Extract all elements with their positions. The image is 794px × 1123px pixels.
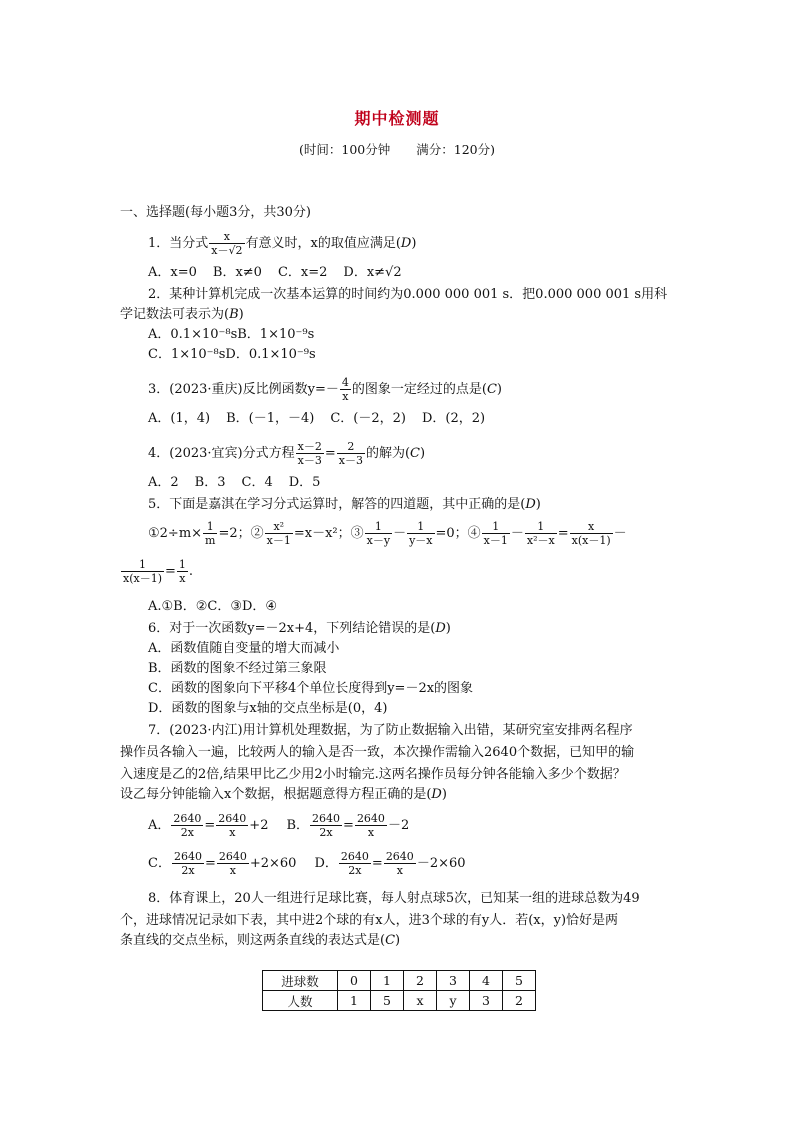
question-5-stem: 5．下面是嘉淇在学习分式运算时，解答的四道题，其中正确的是(D) [148, 497, 541, 512]
option-b: B．函数的图象不经过第三象限 [148, 661, 327, 676]
question-4: 4．(2023·宜宾)分式方程 $\frac{x-2}{x-3}$ = $\frac{2}{x-3}$ 的解为(C) [148, 440, 426, 467]
table-row [263, 971, 536, 991]
table-cell: 1 [338, 991, 371, 1011]
fraction: $\frac{1}{x(x-1)}$ [123, 558, 162, 585]
question-7-line-4: 设乙每分钟能输入x个数据，根据题意得方程正确的是(D) [120, 787, 447, 802]
table-cell: 4 [470, 971, 503, 991]
option-d: D．函数的图象与x轴的交点坐标是(0，4) [148, 701, 388, 716]
answer: D [400, 236, 412, 251]
fraction: $\frac{1}{m}$ [205, 520, 216, 547]
fraction: $\frac{4}{x}$ [341, 376, 349, 403]
fraction: $\frac{1}{x}$ [178, 558, 186, 585]
page-title: 期中检测题 [354, 109, 440, 128]
table-cell: y [437, 991, 470, 1011]
question-8-line-2: 个，进球情况记录如下表，其中进2个球的有x人，进3个球的有y人．若(x，y)恰好是两 [120, 913, 619, 928]
question-7-line-1: 7．(2023·内江)用计算机处理数据，为了防止数据输入出错，某研究室安排两名程序 [148, 723, 633, 738]
table-cell: 0 [338, 971, 371, 991]
fraction: $\frac{1}{y-x}$ [409, 520, 433, 547]
table-cell: 5 [371, 991, 404, 1011]
question-2-line-1: 2．某种计算机完成一次基本运算的时间约为0.000 000 001 s．把0.000 000 001 s用科 [148, 287, 668, 302]
question-8-line-1: 8．体育课上，20人一组进行足球比赛，每人射点球5次，已知某一组的进球总数为49 [148, 891, 640, 906]
option-a: A．2 [148, 475, 179, 490]
question-2-options-ab: A．0.1×10⁻⁸sB．1×10⁻⁹s [148, 327, 315, 342]
goals-table [262, 970, 536, 1011]
question-1-options [148, 264, 418, 282]
question-3: 3．(2023·重庆)反比例函数y=－ $\frac{4}{x}$ 的图象一定经过的点是(C) [148, 376, 502, 403]
table-cell: 2 [404, 971, 437, 991]
table-cell: 3 [470, 991, 503, 1011]
option-d: D．x≠√2 [343, 265, 402, 280]
table-row [263, 991, 536, 1011]
option-c: C．4 [241, 475, 273, 490]
question-2-line-2: 学记数法可表示为(B) [120, 307, 244, 322]
option-b: B．3 [194, 475, 226, 490]
fraction: $\frac{2640}{x}$ [356, 812, 385, 839]
table-cell: 5 [503, 971, 536, 991]
question-5-options: A.①B．②C．③D．④ [148, 599, 278, 614]
fraction: $\frac{x}{x-√2}$ [211, 230, 243, 257]
question-8-line-3: 条直线的交点坐标，则这两条直线的表达式是(C) [120, 933, 401, 948]
full-score: 满分：120分) [416, 142, 495, 157]
section-heading: 一、选择题(每小题3分，共30分) [120, 205, 311, 220]
option-b: B．(－1，－4) [226, 411, 315, 426]
fraction: $\frac{2640}{2x}$ [340, 850, 369, 877]
answer: D [525, 497, 536, 512]
question-7-options-ab: A． $\frac{2640}{2x}$ = $\frac{2640}{x}$ +2 B． $\frac{2640}{2x}$ = $\frac{2640}{x}$ －2 [148, 812, 410, 839]
question-5-items: ①2÷m× $\frac{1}{m}$ =2；② $\frac{\text{x²}}{x-1}$ =x－x²；③ $\frac{1}{x-y}$ － $\frac{1}{y-x}$ =0；④ $\frac{1}{x-1}$ － $\frac{1}{\text{x²－x}}$ = $\frac{x}{x(x-1)}$ － [148, 520, 627, 547]
option-a: A．函数值随自变量的增大而减小 [148, 641, 340, 656]
table-cell: 1 [371, 971, 404, 991]
option-c: C．x=2 [277, 265, 328, 280]
fraction: $\frac{2640}{2x}$ [173, 812, 202, 839]
fraction: $\frac{2640}{x}$ [218, 812, 247, 839]
table-cell: 3 [437, 971, 470, 991]
question-7-line-2: 操作员各输入一遍，比较两人的输入是否一致，本次操作需输入2640个数据，已知甲的输 [120, 745, 635, 760]
question-7-line-3: 入速度是乙的2倍,结果甲比乙少用2小时输完.这两名操作员每分钟各能输入多少个数据？ [120, 767, 626, 782]
fraction: $\frac{1}{x-y}$ [366, 520, 391, 547]
fraction: $\frac{2640}{2x}$ [312, 812, 341, 839]
fraction: $\frac{\text{x²}}{x-1}$ [266, 520, 291, 547]
option-c: C．函数的图象向下平移4个单位长度得到y=－2x的图象 [148, 681, 474, 696]
option-a: A．x=0 [148, 265, 197, 280]
page-subtitle [0, 140, 794, 158]
fraction: $\frac{1}{\text{x²－x}}$ [526, 520, 555, 547]
question-5-items-cont: $\frac{1}{x(x-1)}$ = $\frac{1}{x}$ . [123, 558, 194, 585]
table-cell: x [404, 991, 437, 1011]
question-6-stem: 6．对于一次函数y=－2x+4，下列结论错误的是(D) [148, 621, 451, 636]
fraction: $\frac{x-2}{x-3}$ [297, 440, 322, 467]
option-b: B．x≠0 [212, 265, 262, 280]
fraction: $\frac{1}{x-1}$ [483, 520, 508, 547]
question-2-options-cd: C．1×10⁻⁸sD．0.1×10⁻⁹s [148, 347, 316, 362]
answer: C [486, 382, 497, 397]
question-7-options-cd: C． $\frac{2640}{2x}$ = $\frac{2640}{x}$ +2×60 D． $\frac{2640}{2x}$ = $\frac{2640}{x}$ －2×60 [148, 850, 466, 877]
answer: C [385, 933, 396, 948]
fraction: $\frac{2640}{x}$ [385, 850, 414, 877]
option-a: A．(1，4) [148, 411, 211, 426]
answer: D [431, 787, 442, 802]
table-header-cell: 进球数 [263, 971, 338, 991]
table-header-cell: 人数 [263, 991, 338, 1011]
question-3-options [148, 410, 501, 428]
table-cell: 2 [503, 991, 536, 1011]
question-4-options [148, 474, 336, 492]
fraction: $\frac{x}{x(x-1)}$ [571, 520, 611, 547]
option-d: D．5 [288, 475, 321, 490]
fraction: $\frac{2640}{x}$ [218, 850, 247, 877]
option-c: C．(－2，2) [330, 411, 406, 426]
answer: B [229, 307, 239, 322]
option-d: D．(2，2) [421, 411, 486, 426]
answer: C [410, 446, 420, 461]
fraction: $\frac{2640}{2x}$ [173, 850, 202, 877]
fraction: $\frac{2}{x-3}$ [338, 440, 363, 467]
time-limit: (时间：100分钟 [299, 142, 391, 157]
answer: D [435, 621, 446, 636]
question-1: 1．当分式 $\frac{x}{x-√2}$ 有意义时，x的取值应满足(D) [148, 230, 417, 257]
